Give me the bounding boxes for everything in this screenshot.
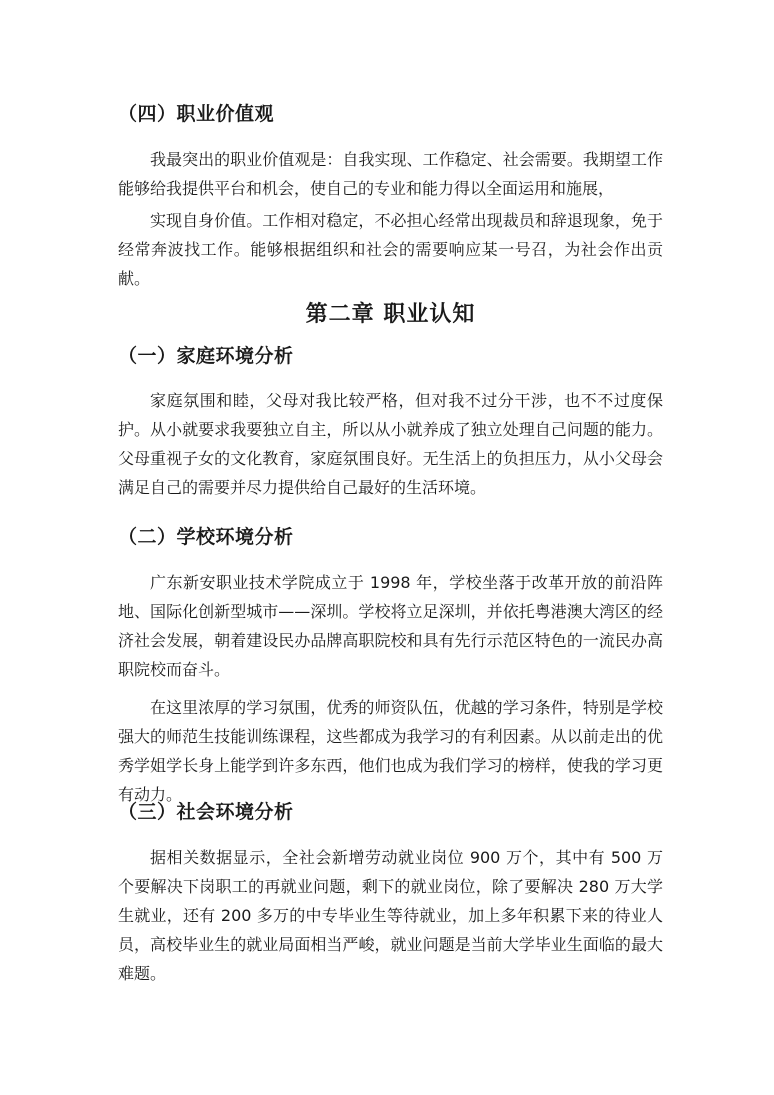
paragraph-career-values-1: 我最突出的职业价值观是：自我实现、工作稳定、社会需要。我期望工作能够给我提供平台和机会，使自己的专业和能力得以全面运用和施展， <box>118 150 663 198</box>
paragraph-school-2: 在这里浓厚的学习氛围，优秀的师资队伍，优越的学习条件，特别是学校强大的师范生技能训练课程，这些都成为我学习的有利因素。从以前走出的优秀学姐学长身上能学到许多东西，他们也成为我们学习的榜样，使我的学习更有动力。 <box>118 698 663 804</box>
paragraph-school-1: 广东新安职业技术学院成立于 1998 年，学校坐落于改革开放的前沿阵地、国际化创新型城市——深圳。学校将立足深圳，并依托粤港澳大湾区的经济社会发展，朝着建设民办品牌高职院校和具有先行示范区特色的一流民办高职院校而奋斗。 <box>118 573 663 679</box>
chapter-title: 第二章 职业认知 <box>305 301 476 327</box>
paragraph-career-values-2: 实现自身价值。工作相对稳定，不必担心经常出现裁员和辞退现象，免于经常奔波找工作。能够根据组织和社会的需要响应某一号召，为社会作出贡献。 <box>118 211 663 288</box>
paragraph-family: 家庭氛围和睦，父母对我比较严格，但对我不过分干涉，也不不过度保护。从小就要求我要独立自主，所以从小就养成了独立处理自己问题的能力。父母重视子女的文化教育，家庭氛围良好。无生活上的负担压力，从小父母会满足自己的需要并尽力提供给自己最好的生活环境。 <box>118 391 663 497</box>
section-heading-career-values: （四）职业价值观 <box>118 103 275 125</box>
section-heading-family: （一）家庭环境分析 <box>118 345 294 367</box>
paragraph-society: 据相关数据显示，全社会新增劳动就业岗位 900 万个，其中有 500 万个要解决下岗职工的再就业问题，剩下的就业岗位，除了要解决 280 万大学生就业，还有 200 多万的中专毕业生等待就业，加上多年积累下来的待业人员，高校毕业生的就业局面相当严峻，就业问题是当前大学毕业生面临的最大难题。 <box>118 848 663 983</box>
section-heading-school: （二）学校环境分析 <box>118 526 294 548</box>
section-heading-society: （三）社会环境分析 <box>118 801 294 823</box>
